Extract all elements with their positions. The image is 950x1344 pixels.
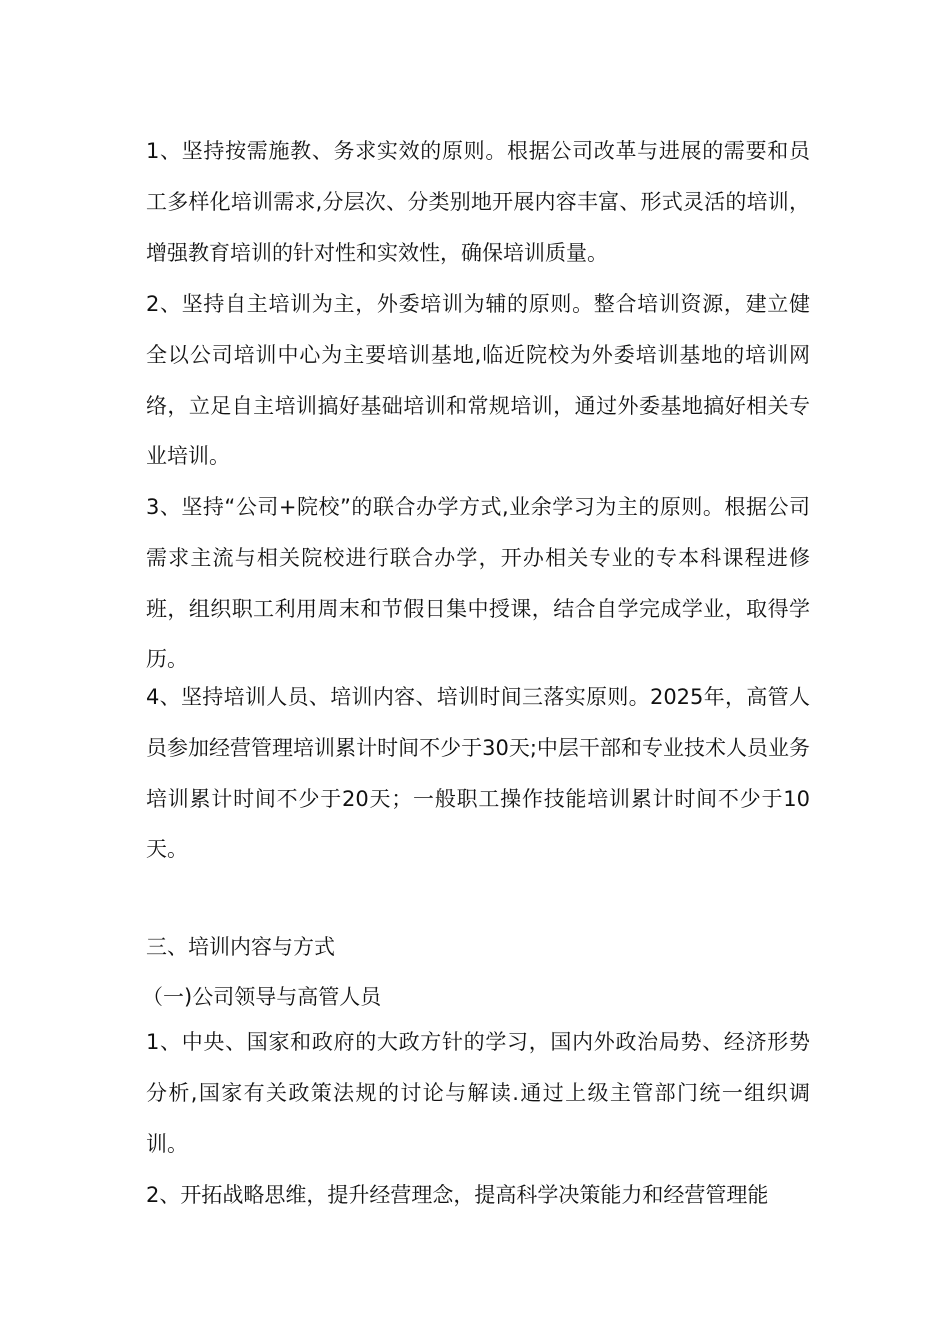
- section-heading: 三、培训内容与方式: [146, 935, 335, 959]
- principle-paragraph-3: 3、坚持“公司+院校”的联合办学方式,业余学习为主的原则。根据公司需求主流与相关院校进行联合办学，开办相关专业的专本科课程进修班，组织职工利用周末和节假日集中授课，结合自学完成学业，取得学历。: [146, 495, 810, 672]
- principle-paragraph-1: 1、坚持按需施教、务求实效的原则。根据公司改革与进展的需要和员工多样化培训需求,分层次、分类别地开展内容丰富、形式灵活的培训，增强教育培训的针对性和实效性，确保培训质量。: [146, 139, 810, 265]
- principle-paragraph-2: 2、坚持自主培训为主，外委培训为辅的原则。整合培训资源，建立健全以公司培训中心为主要培训基地,临近院校为外委培训基地的培训网络，立足自主培训搞好基础培训和常规培训，通过外委基地搞好相关专业培训。: [146, 292, 810, 469]
- content-paragraph-1: 1、中央、国家和政府的大政方针的学习，国内外政治局势、经济形势分析,国家有关政策法规的讨论与解读.通过上级主管部门统一组织调训。: [146, 1030, 810, 1156]
- subsection-heading: （一)公司领导与高管人员: [142, 985, 382, 1009]
- principle-paragraph-4: 4、坚持培训人员、培训内容、培训时间三落实原则。2025年，高管人员参加经营管理培训累计时间不少于30天;中层干部和专业技术人员业务培训累计时间不少于20天；一般职工操作技能培训累计时间不少于10天。: [146, 685, 810, 862]
- content-paragraph-2: 2、开拓战略思维，提升经营理念，提高科学决策能力和经营管理能: [146, 1183, 769, 1207]
